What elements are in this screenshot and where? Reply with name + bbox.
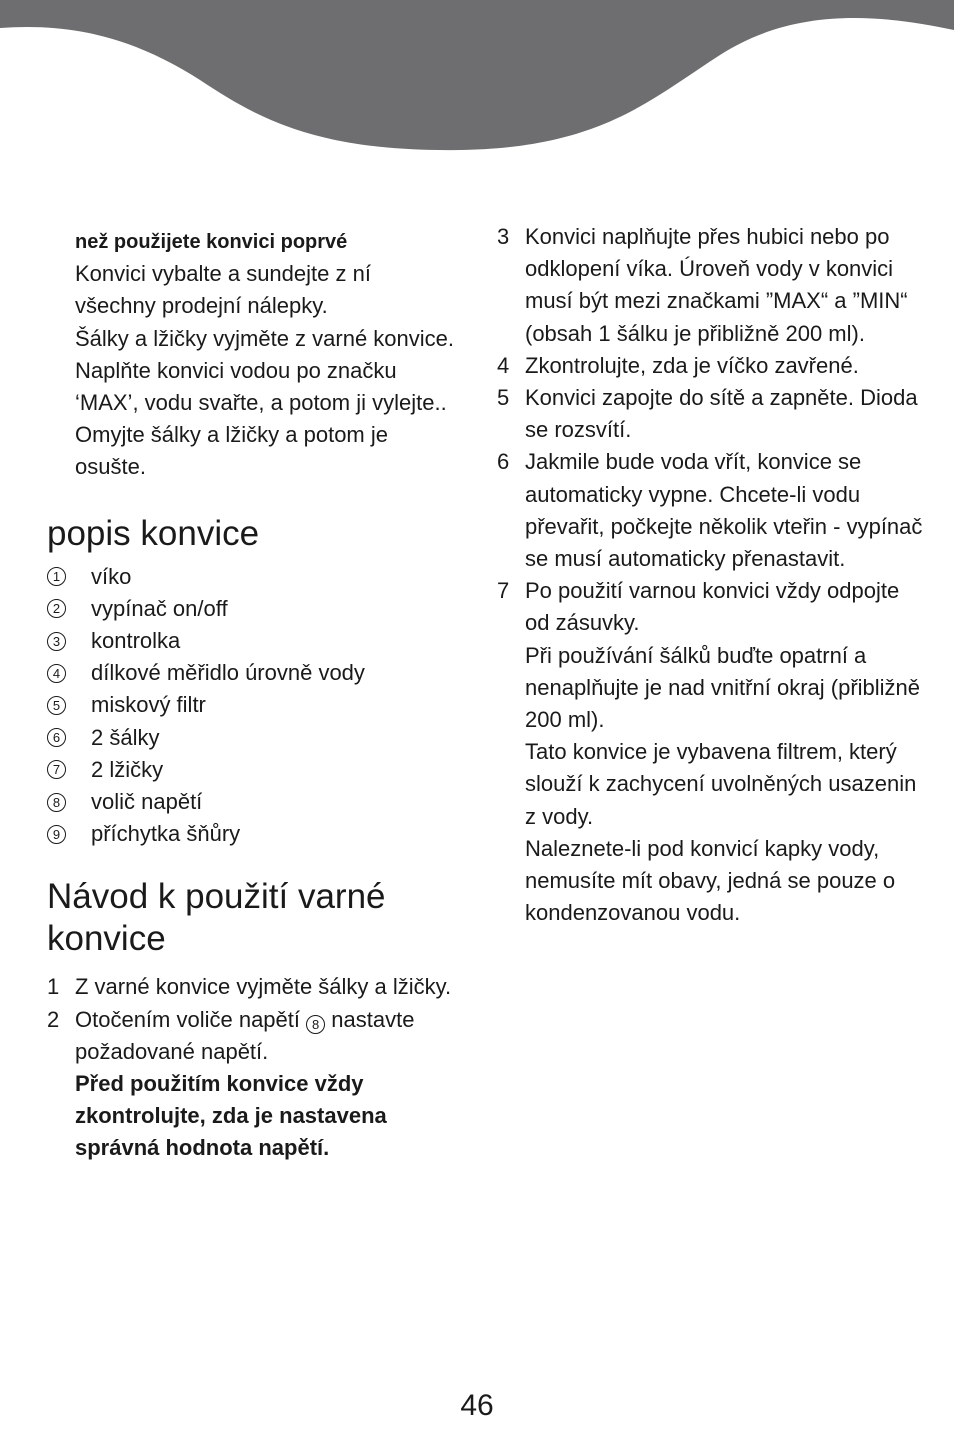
intro-paragraph: Šálky a lžičky vyjměte z varné konvice. bbox=[75, 325, 455, 351]
step-paragraph: Tato konvice je vybavena filtrem, který slouží k zachycení uvolněných usazenin z vody. bbox=[525, 739, 917, 829]
header-wave-shape bbox=[0, 0, 954, 150]
part-label: dílkové měřidlo úrovně vody bbox=[91, 660, 365, 686]
step-paragraph: Jakmile bude voda vřít, konvice se automaticky vypne. Chcete-li vodu převařit, počkejte několik vteřin - vypínač se musí automaticky přenastavit. bbox=[525, 449, 923, 572]
step-body bbox=[525, 575, 927, 929]
circled-number: 6 bbox=[47, 728, 66, 747]
part-label: kontrolka bbox=[91, 628, 181, 654]
step-paragraph: Zkontrolujte, zda je víčko zavřené. bbox=[525, 352, 859, 378]
step-item bbox=[47, 1004, 457, 1165]
step-body bbox=[525, 221, 927, 350]
step-text: Z varné konvice vyjměte šálky a lžičky. bbox=[75, 974, 452, 1000]
right-column bbox=[497, 221, 927, 929]
list-item bbox=[47, 754, 457, 786]
part-label: 2 lžičky bbox=[91, 756, 164, 782]
intro-paragraph: Omyjte šálky a lžičky a potom je osušte. bbox=[75, 422, 388, 480]
part-label: miskový filtr bbox=[91, 692, 206, 718]
list-item bbox=[47, 625, 457, 657]
intro-heading: než použijete konvici poprvé bbox=[75, 231, 348, 253]
parts-section-title: popis konvice bbox=[47, 513, 260, 553]
step-number: 3 bbox=[497, 224, 510, 249]
circled-number: 8 bbox=[47, 793, 66, 812]
step-paragraph: Konvici zapojte do sítě a zapněte. Dioda se rozsvítí. bbox=[525, 385, 918, 443]
list-item bbox=[47, 818, 457, 850]
header-wave-decoration bbox=[0, 0, 954, 160]
list-item bbox=[47, 689, 457, 721]
step-item bbox=[47, 971, 457, 1003]
intro-paragraph: Konvici vybalte a sundejte z ní všechny prodejní nálepky. bbox=[75, 261, 371, 319]
list-item bbox=[47, 722, 457, 754]
step-body bbox=[525, 350, 927, 382]
part-label: volič napětí bbox=[91, 789, 203, 815]
page-number: 46 bbox=[460, 1389, 494, 1422]
list-item bbox=[47, 593, 457, 625]
circled-number: 3 bbox=[47, 632, 66, 651]
circled-number: 8 bbox=[306, 1015, 325, 1034]
usage-section-title: Návod k použití varné konvice bbox=[47, 877, 386, 959]
circled-number: 7 bbox=[47, 760, 66, 779]
part-label: vypínač on/off bbox=[91, 595, 228, 621]
part-label: víko bbox=[91, 563, 132, 589]
intro-section bbox=[47, 226, 457, 484]
step-item bbox=[497, 382, 927, 446]
circled-number: 5 bbox=[47, 696, 66, 715]
step-paragraph: Při používání šálků buďte opatrní a nenaplňujte je nad vnitřní okraj (přibližně 200 ml). bbox=[525, 642, 921, 733]
step-number: 5 bbox=[497, 385, 510, 411]
step-paragraph: Konvici naplňujte přes hubici nebo po odklopení víka. Úroveň vody v konvici musí být mezi značkami ”MAX“ a ”MIN“ (obsah 1 šálku je přibližně 200 ml). bbox=[525, 224, 908, 346]
list-item bbox=[47, 786, 457, 818]
step-item bbox=[497, 446, 927, 575]
left-column bbox=[47, 226, 457, 1165]
step-text-after: nastavte požadované napětí. bbox=[75, 1006, 415, 1064]
step-number: 4 bbox=[497, 352, 510, 378]
step-item bbox=[497, 221, 927, 350]
circled-number: 9 bbox=[47, 825, 66, 844]
circled-number: 2 bbox=[47, 599, 66, 618]
step-body bbox=[75, 1004, 457, 1165]
step-item bbox=[497, 575, 927, 929]
circled-number: 4 bbox=[47, 664, 66, 683]
voltage-warning: Před použitím konvice vždy zkontrolujte, zda je nastavena správná hodnota napětí. bbox=[75, 1071, 387, 1161]
part-label: 2 šálky bbox=[91, 724, 160, 750]
step-paragraph: Naleznete-li pod konvicí kapky vody, nemusíte mít obavy, jedná se pouze o kondenzovanou vodu. bbox=[525, 835, 896, 926]
step-text-before: Otočením voliče napětí bbox=[75, 1006, 301, 1032]
list-item bbox=[47, 561, 457, 593]
step-item bbox=[497, 350, 927, 382]
circled-number: 1 bbox=[47, 567, 66, 586]
part-label: příchytka šňůry bbox=[91, 821, 241, 847]
step-body bbox=[525, 382, 927, 446]
step-paragraph: Po použití varnou konvici vždy odpojte od zásuvky. bbox=[525, 578, 900, 636]
list-item bbox=[47, 657, 457, 689]
step-number: 6 bbox=[497, 449, 510, 475]
step-body bbox=[525, 446, 927, 575]
intro-paragraph: Naplňte konvici vodou po značku ‘MAX’, vodu svařte, a potom ji vylejte.. bbox=[75, 357, 447, 416]
step-number: 2 bbox=[47, 1006, 60, 1032]
step-number: 1 bbox=[47, 974, 60, 1000]
parts-list bbox=[47, 561, 457, 851]
step-number: 7 bbox=[497, 578, 510, 604]
